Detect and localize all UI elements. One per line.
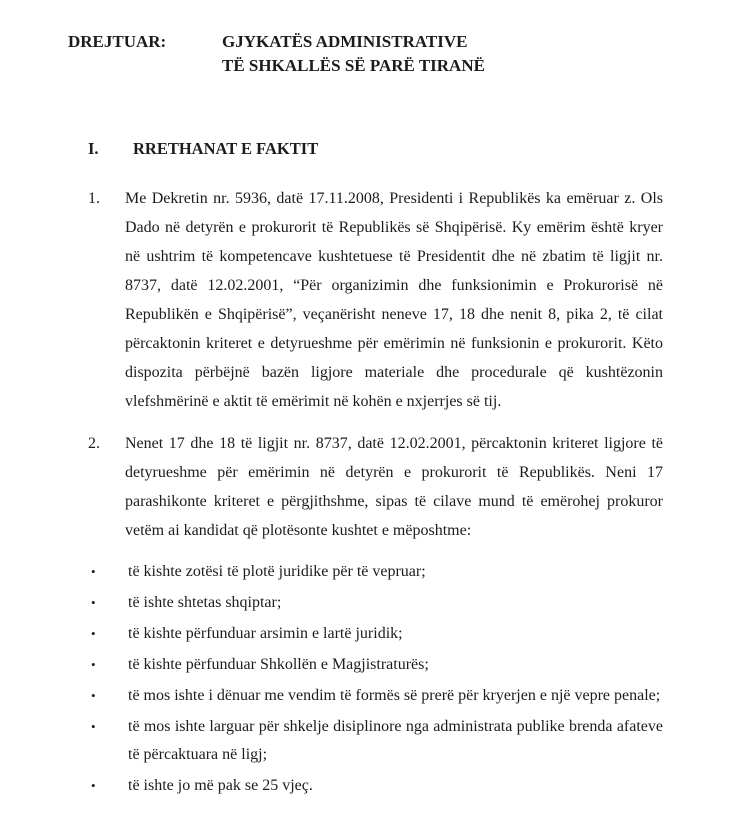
bullet-icon: • — [91, 626, 96, 641]
paragraph-number: 2. — [88, 435, 100, 452]
addressee-recipient — [222, 30, 485, 78]
bullet-item — [88, 620, 663, 648]
bullet-item — [88, 651, 663, 679]
section-number: I. — [88, 139, 99, 158]
section-title: RRETHANAT E FAKTIT — [133, 139, 319, 158]
numbered-paragraph — [88, 184, 663, 416]
bullet-item — [88, 772, 663, 800]
bullet-icon: • — [91, 778, 96, 793]
bullet-icon: • — [91, 595, 96, 610]
bullet-text: të kishte zotësi të plotë juridike për të vepruar; — [128, 563, 426, 580]
addressee-label: DREJTUAR: — [68, 32, 167, 51]
recipient-line-1: GJYKATËS ADMINISTRATIVE — [222, 32, 468, 51]
addressee-header — [68, 30, 663, 78]
conditions-bullet-list — [88, 558, 663, 800]
bullet-icon: • — [91, 564, 96, 579]
bullet-item — [88, 558, 663, 586]
bullet-text: të ishte jo më pak se 25 vjeç. — [128, 777, 313, 794]
section-heading — [88, 138, 663, 160]
bullet-item — [88, 713, 663, 769]
bullet-icon: • — [91, 719, 96, 734]
paragraph-number: 1. — [88, 190, 100, 207]
bullet-text: të mos ishte i dënuar me vendim të formës së prerë për kryerjen e një vepre penale; — [128, 687, 661, 704]
bullet-text: të mos ishte larguar për shkelje disiplinore nga administrata publike brenda afateve të përcaktuara në ligj; — [128, 718, 663, 763]
bullet-text: të kishte përfunduar Shkollën e Magjistraturës; — [128, 656, 429, 673]
bullet-item — [88, 589, 663, 617]
bullet-icon: • — [91, 688, 96, 703]
paragraph-text: Nenet 17 dhe 18 të ligjit nr. 8737, datë 12.02.2001, përcaktonin kriteret ligjore të detyrueshme për emërimin në detyrën e prokurorit të Republikës. Neni 17 parashikonte kriteret e përgjithshme, sipas të cilave mund të emërohej prokuror vetëm ai kandidat që plotësonte kushtet e mëposhtme: — [125, 435, 663, 539]
recipient-line-2: TË SHKALLËS SË PARË TIRANË — [222, 56, 485, 75]
bullet-text: të ishte shtetas shqiptar; — [128, 594, 282, 611]
bullet-icon: • — [91, 657, 96, 672]
bullet-text: të kishte përfunduar arsimin e lartë juridik; — [128, 625, 403, 642]
paragraph-text: Me Dekretin nr. 5936, datë 17.11.2008, Presidenti i Republikës ka emëruar z. Ols Dado në detyrën e prokurorit të Republikës së Shqipërisë. Ky emërim është kryer në ushtrim të kompetencave kushtetuese të Presidentit dhe në zbatim të ligjit nr. 8737, datë 12.02.2001, “Për organizimin dhe funksionimin e Prokurorisë në Republikën e Shqipërisë”, veçanërisht neneve 17, 18 dhe nenit 8, pika 2, të cilat përcaktonin kriteret e detyrueshme për emërimin në funksionin e prokurorit. Këto dispozita përbëjnë bazën ligjore materiale dhe procedurale që kushtëzonin vlefshmërinë e aktit të emërimit në kohën e nxjerrjes së tij. — [125, 190, 663, 410]
bullet-item — [88, 682, 663, 710]
numbered-paragraph — [88, 429, 663, 545]
